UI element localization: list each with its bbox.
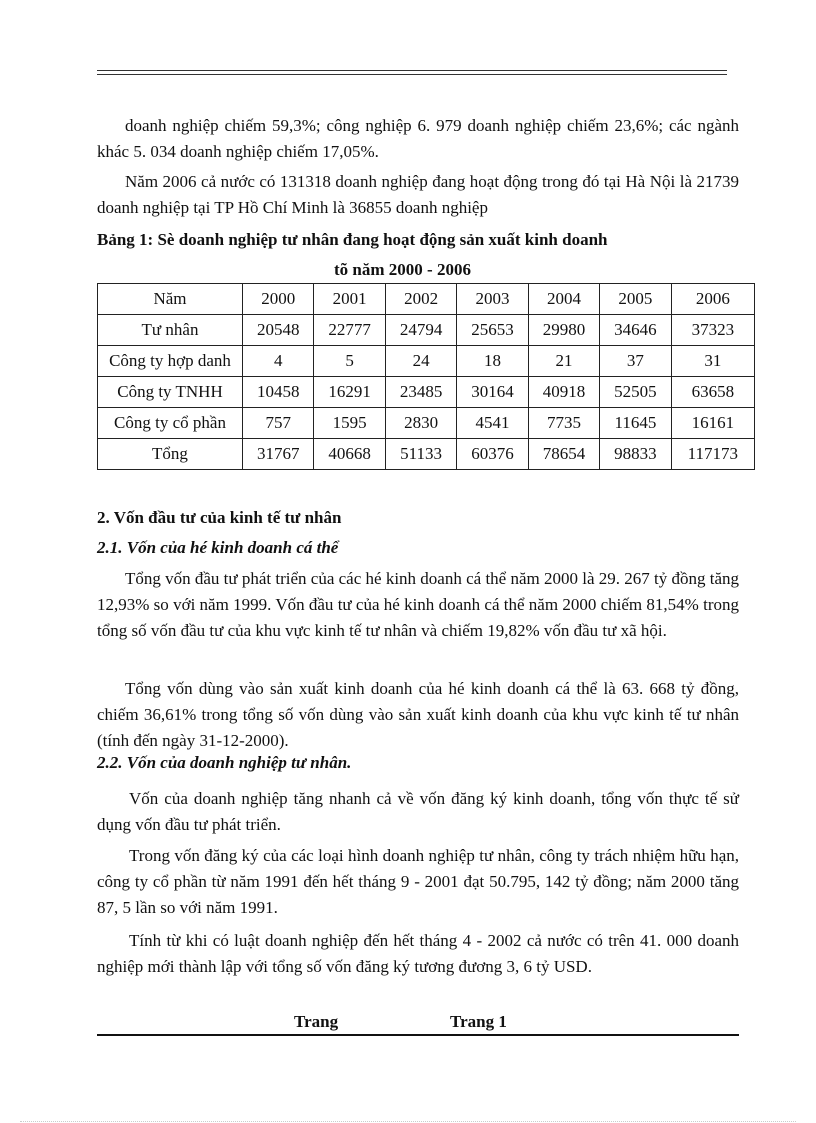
table-cell: 51133 [385, 439, 456, 470]
table-cell: 37323 [671, 315, 754, 346]
table-cell: 16291 [314, 377, 385, 408]
table-cell: 34646 [600, 315, 671, 346]
table-row [98, 377, 755, 408]
table-cell: 29980 [528, 315, 599, 346]
table-caption-years: tõ năm 2000 - 2006 [334, 260, 471, 279]
table-cell: 5 [314, 346, 385, 377]
table-header-cell: 2001 [314, 284, 385, 315]
table-cell: 757 [243, 408, 314, 439]
paragraph-2006-count: Năm 2006 cả nước có 131318 doanh nghiệp đang hoạt động trong đó tại Hà Nội là 21739 doanh nghiệp tại TP Hồ Chí Minh là 36855 doanh nghiệp [97, 172, 739, 217]
subsection-heading-enterprise: 2.2. Vốn của doanh nghiệp tư nhân. [97, 753, 352, 772]
table-cell: 10458 [243, 377, 314, 408]
table-cell: 98833 [600, 439, 671, 470]
table-cell: 23485 [385, 377, 456, 408]
paragraph-intro: doanh nghiệp chiếm 59,3%; công nghiệp 6. 979 doanh nghiệp chiếm 23,6%; các ngành khác 5. 034 doanh nghiệp chiếm 17,05%. [97, 116, 739, 161]
table-cell: 21 [528, 346, 599, 377]
table-cell: 2830 [385, 408, 456, 439]
table-row-label: Tổng [98, 439, 243, 470]
page-edge [20, 1121, 796, 1122]
table-cell: 24 [385, 346, 456, 377]
paragraph-new-enterprises: Tính từ khi có luật doanh nghiệp đến hết tháng 4 - 2002 cả nước có trên 41. 000 doanh nghiệp mới thành lập với tổng số vốn đăng ký tương đương 3, 6 tỷ USD. [97, 931, 739, 976]
table-cell: 31 [671, 346, 754, 377]
table-row-label: Tư nhân [98, 315, 243, 346]
table-cell: 37 [600, 346, 671, 377]
table-header-cell: 2003 [457, 284, 528, 315]
page-footer [97, 1012, 739, 1036]
table-header-cell: 2002 [385, 284, 456, 315]
table-row-label: Công ty hợp danh [98, 346, 243, 377]
table-cell: 11645 [600, 408, 671, 439]
footer-label: Trang [294, 1012, 339, 1031]
table-cell: 63658 [671, 377, 754, 408]
header-rule [97, 70, 727, 75]
table-cell: 30164 [457, 377, 528, 408]
table-cell: 7735 [528, 408, 599, 439]
table-header-cell: 2006 [671, 284, 754, 315]
table-row [98, 315, 755, 346]
table-cell: 117173 [671, 439, 754, 470]
paragraph-registered-capital: Trong vốn đăng ký của các loại hình doanh nghiệp tư nhân, công ty trách nhiệm hữu hạn, công ty cổ phần từ năm 1991 đến hết tháng 9 - 2001 đạt 50.795, 142 tỷ đồng; năm 2000 tăng 87, 5 lần so với năm 1991. [97, 846, 739, 917]
table-header-cell: 2000 [243, 284, 314, 315]
table-cell: 1595 [314, 408, 385, 439]
table-cell: 31767 [243, 439, 314, 470]
table-row-label: Công ty cổ phần [98, 408, 243, 439]
enterprise-table [97, 283, 755, 470]
paragraph-household-investment: Tổng vốn đầu tư phát triển của các hé kinh doanh cá thể năm 2000 là 29. 267 tỷ đồng tăng 12,93% so với năm 1999. Vốn đầu tư của hé kinh doanh cá thể năm 2000 chiếm 81,54% trong tổng số vốn đầu tư của khu vực kinh tế tư nhân và chiếm 19,82% vốn đầu tư xã hội. [97, 569, 739, 640]
section-heading: 2. Vốn đầu tư của kinh tế tư nhân [97, 508, 342, 527]
table-header-row [98, 284, 755, 315]
table-cell: 78654 [528, 439, 599, 470]
table-cell: 4 [243, 346, 314, 377]
table-cell: 40668 [314, 439, 385, 470]
table-row [98, 408, 755, 439]
table-cell: 18 [457, 346, 528, 377]
table-cell: 52505 [600, 377, 671, 408]
table-row [98, 346, 755, 377]
table-cell: 25653 [457, 315, 528, 346]
table-header-cell: Năm [98, 284, 243, 315]
paragraph-enterprise-growth: Vốn của doanh nghiệp tăng nhanh cả về vốn đăng ký kinh doanh, tổng vốn thực tế sử dụng vốn đầu tư phát triển. [97, 789, 739, 834]
table-caption: Bảng 1: Sè doanh nghiệp tư nhân đang hoạt động sản xuất kinh doanh [97, 230, 608, 249]
table-cell: 4541 [457, 408, 528, 439]
paragraph-household-capital: Tổng vốn dùng vào sản xuất kinh doanh của hé kinh doanh cá thể là 63. 668 tỷ đồng, chiếm 36,61% trong tổng số vốn dùng vào sản xuất kinh doanh của khu vực kinh tế tư nhân (tính đến ngày 31-12-2000). [97, 679, 739, 750]
table-cell: 60376 [457, 439, 528, 470]
table-row-label: Công ty TNHH [98, 377, 243, 408]
table-cell: 22777 [314, 315, 385, 346]
page-number: Trang 1 [450, 1012, 507, 1031]
table-cell: 20548 [243, 315, 314, 346]
subsection-heading-household: 2.1. Vốn của hé kinh doanh cá thể [97, 538, 339, 557]
table-header-cell: 2005 [600, 284, 671, 315]
table-cell: 40918 [528, 377, 599, 408]
table-cell: 16161 [671, 408, 754, 439]
table-total-row [98, 439, 755, 470]
table-header-cell: 2004 [528, 284, 599, 315]
table-cell: 24794 [385, 315, 456, 346]
